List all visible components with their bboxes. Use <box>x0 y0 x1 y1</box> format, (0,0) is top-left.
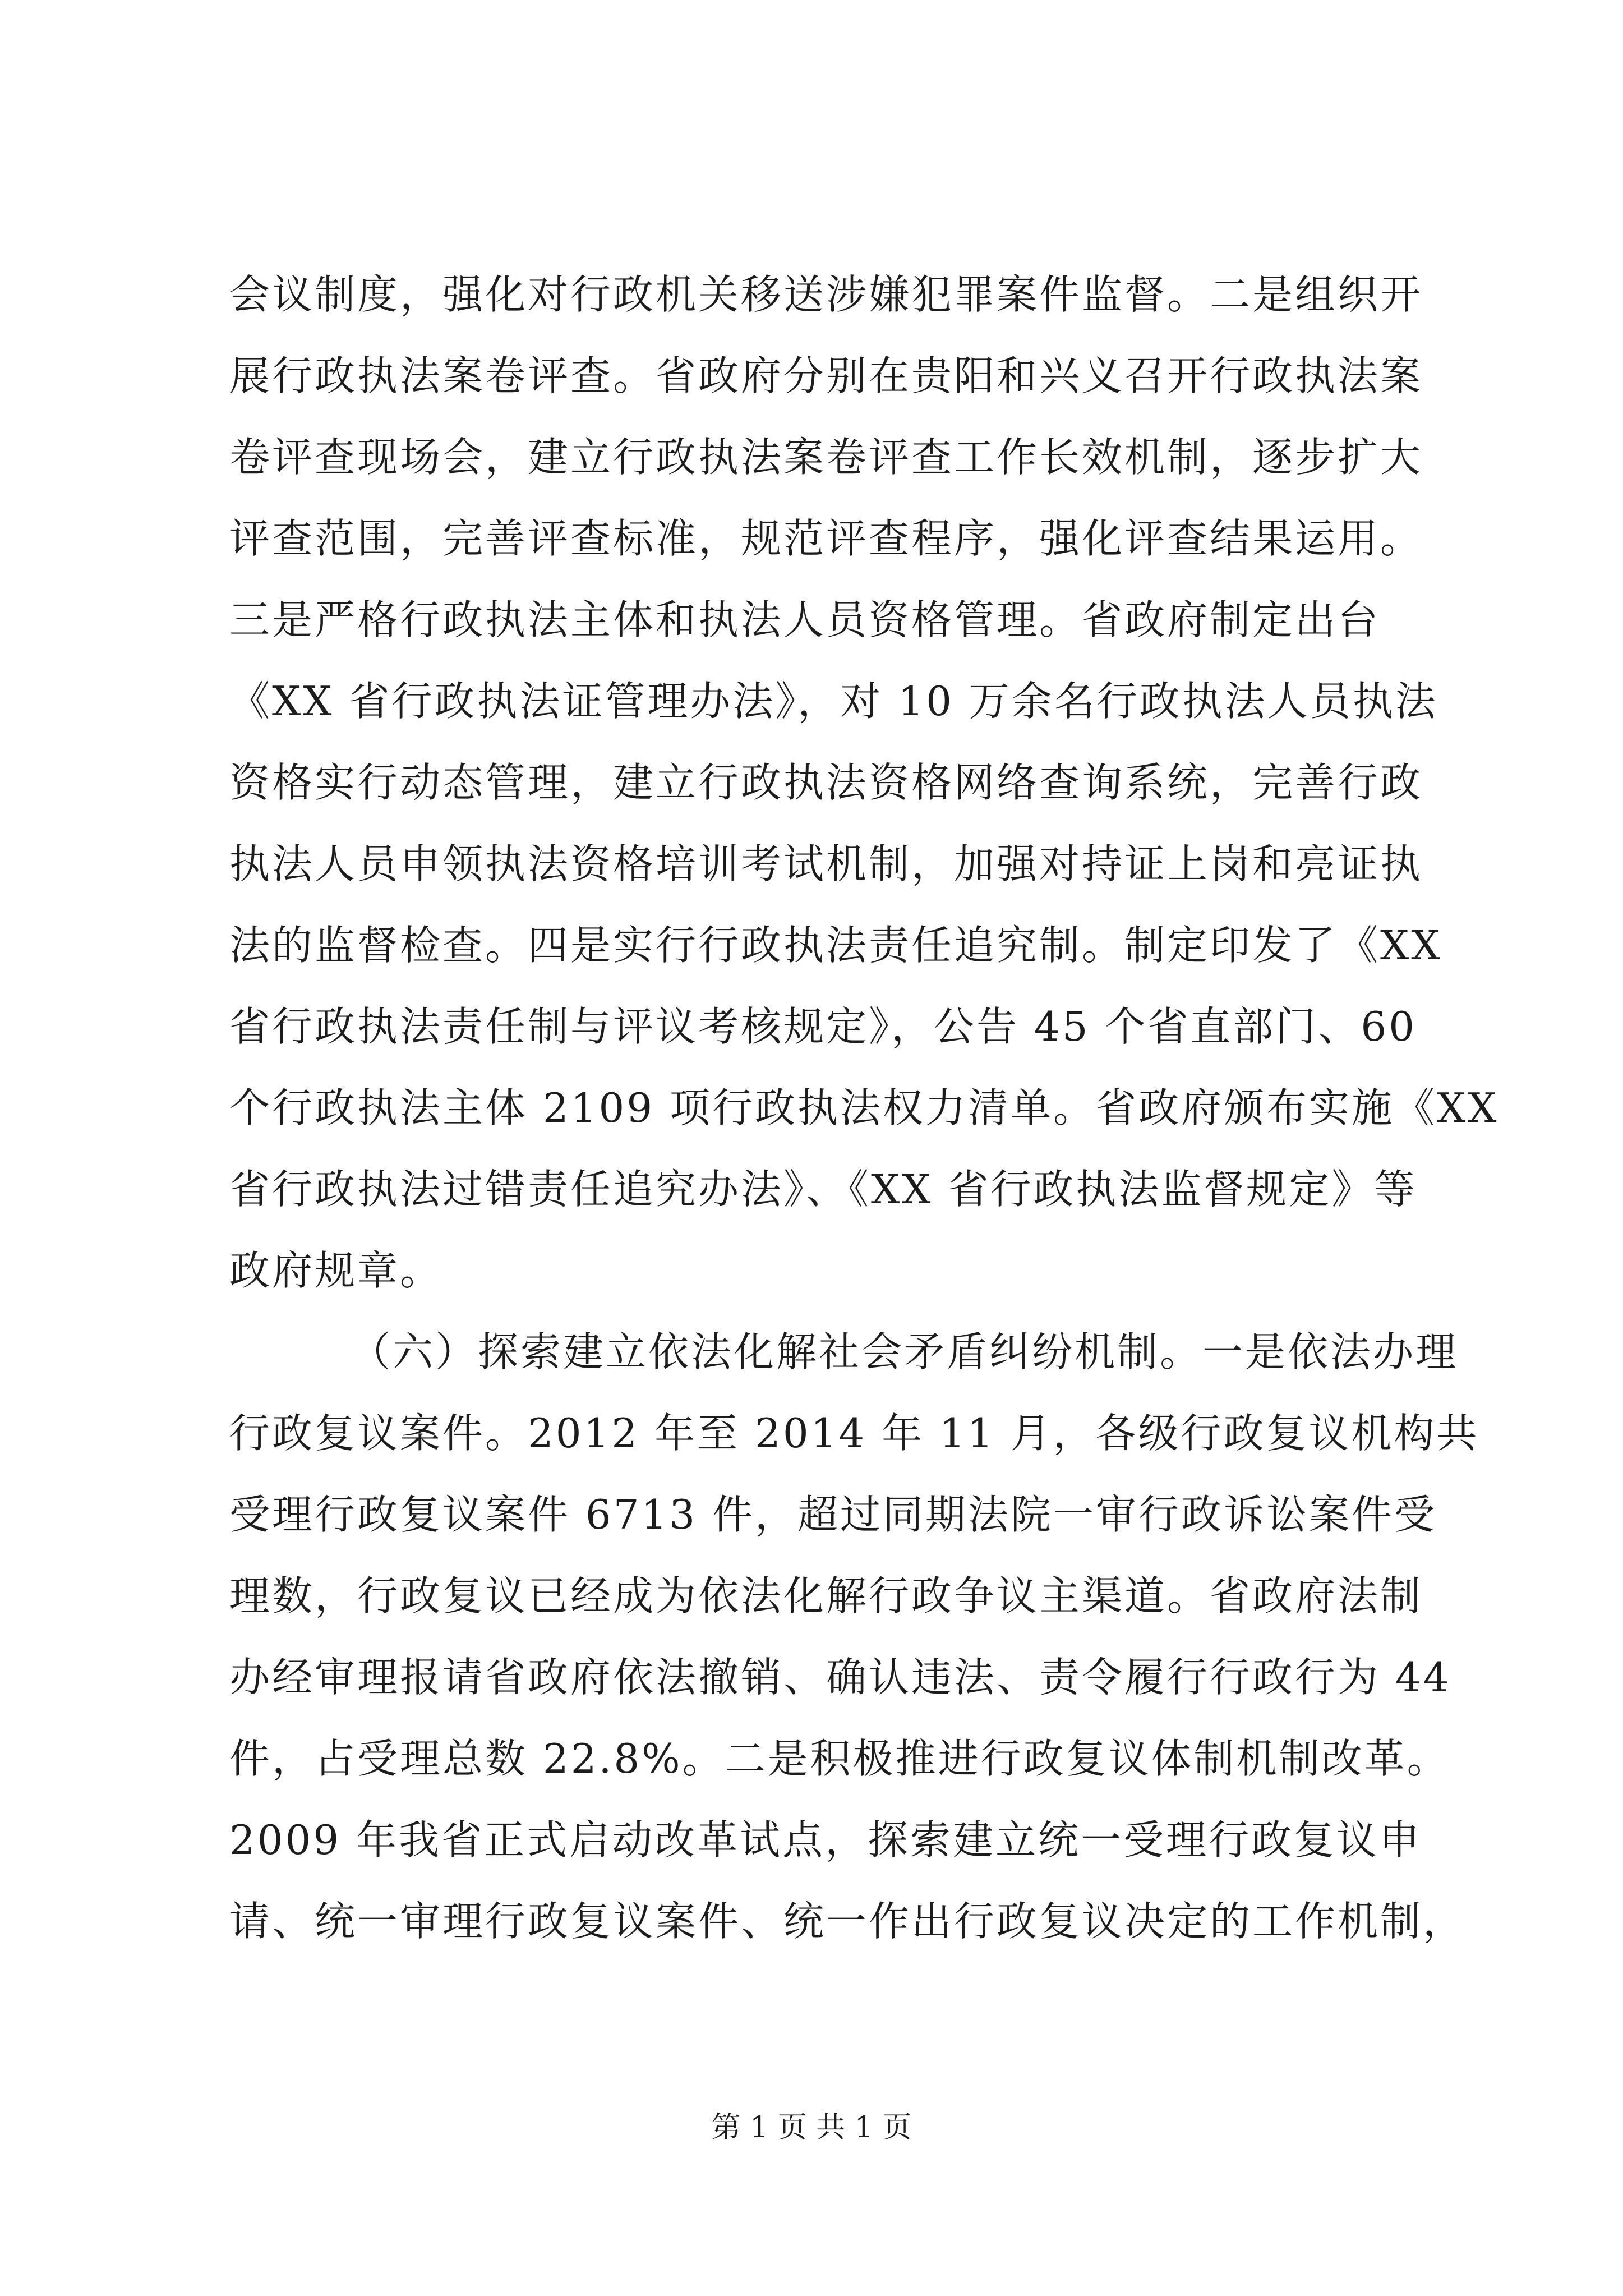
text-line: 政府规章。 <box>229 1247 443 1294</box>
text-line: 请、统一审理行政复议案件、统一作出行政复议决定的工作机制， <box>229 1898 1466 1945</box>
text-line: 件，占受理总数 22.8%。二是积极推进行政复议体制机制改革。 <box>229 1735 1450 1782</box>
text-line: （六）探索建立依法化解社会矛盾纠纷机制。一是依法办理 <box>229 1328 1459 1375</box>
text-line: 评查范围，完善评查标准，规范评查程序，强化评查结果运用。 <box>229 515 1423 562</box>
text-line: 省行政执法过错责任追究办法》、《XX 省行政执法监督规定》等 <box>229 1166 1417 1213</box>
text-line: 三是严格行政执法主体和执法人员资格管理。省政府制定出台 <box>229 596 1381 643</box>
text-line: 个行政执法主体 2109 项行政执法权力清单。省政府颁布实施《XX <box>229 1084 1499 1131</box>
text-line: 省行政执法责任制与评议考核规定》，公告 45 个省直部门、60 <box>229 1003 1417 1050</box>
text-line: 资格实行动态管理，建立行政执法资格网络查询系统，完善行政 <box>229 759 1423 806</box>
text-line: 《XX 省行政执法证管理办法》，对 10 万余名行政执法人员执法 <box>229 678 1438 725</box>
text-line: 理数，行政复议已经成为依法化解行政争议主渠道。省政府法制 <box>229 1572 1423 1619</box>
text-line: 法的监督检查。四是实行行政执法责任追究制。制定印发了《XX <box>229 922 1442 969</box>
text-line: 受理行政复议案件 6713 件，超过同期法院一审行政诉讼案件受 <box>229 1491 1437 1538</box>
text-line: 办经审理报请省政府依法撤销、确认违法、责令履行行政行为 44 <box>229 1654 1451 1701</box>
text-line: 展行政执法案卷评查。省政府分别在贵阳和兴义召开行政执法案 <box>229 352 1423 399</box>
page-footer <box>0 2108 1623 2147</box>
text-line: 行政复议案件。2012 年至 2014 年 11 月，各级行政复议机构共 <box>229 1410 1479 1457</box>
text-line: 卷评查现场会，建立行政执法案卷评查工作长效机制，逐步扩大 <box>229 434 1423 481</box>
text-line: 会议制度，强化对行政机关移送涉嫌犯罪案件监督。二是组织开 <box>229 271 1423 318</box>
page-number: 第 1 页 共 1 页 <box>711 2111 912 2145</box>
text-line: 执法人员申领执法资格培训考试机制，加强对持证上岗和亮证执 <box>229 840 1423 887</box>
text-line: 2009 年我省正式启动改革试点，探索建立统一受理行政复议申 <box>229 1816 1422 1864</box>
